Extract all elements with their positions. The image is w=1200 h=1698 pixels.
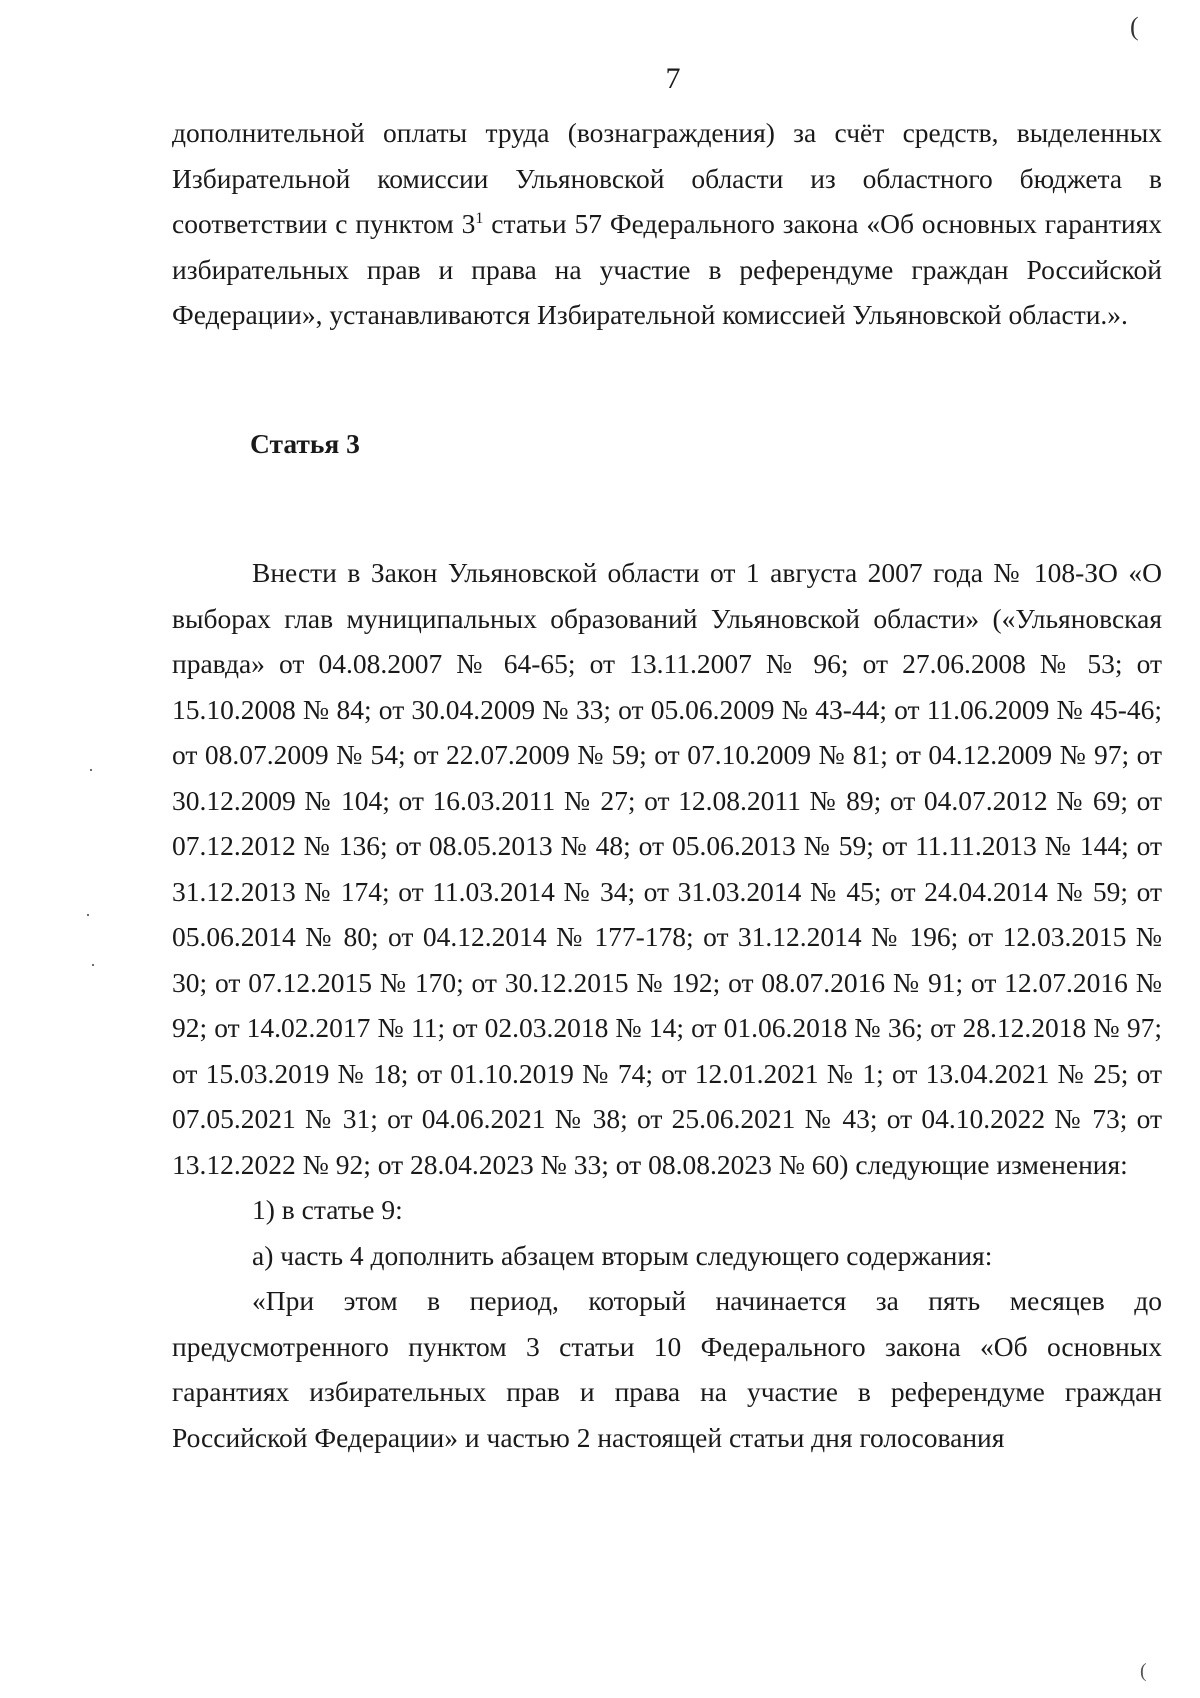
article-body: [172, 550, 1162, 1460]
quote-paragraph: «При этом в период, который начинается за пять месяцев до предусмотренного пунктом 3 статьи 10 Федерального закона «Об основных гарантиях избирательных прав и права на участие в референдуме граждан Российской Федерации» и частью 2 настоящей статьи дня голосования: [172, 1285, 1162, 1453]
list-item-1a: а) часть 4 дополнить абзацем вторым следующего содержания:: [252, 1239, 993, 1271]
scan-speck: ·: [85, 905, 91, 925]
scan-speck: ·: [90, 955, 96, 975]
continuation-paragraph: [172, 110, 1162, 338]
list-item-1: 1) в статье 9:: [252, 1194, 403, 1225]
continuation-text-start: дополнительной оплаты труда (вознаграждения) за счёт средств, выделенных Избирательной комиссии Ульяновской области из областного бюджета в соответствии с пунктом 3: [172, 117, 1162, 239]
corner-mark: (: [1130, 12, 1139, 41]
scan-speck: ·: [88, 760, 94, 780]
page-number: 7: [665, 62, 681, 95]
corner-mark-bottom: (: [1140, 1660, 1147, 1682]
continuation-text-end: статьи 57 Федерального закона «Об основных гарантиях избирательных прав и права на участие в референдуме граждан Российской Федерации», устанавливаются Избирательной комиссией Ульяновской области.».: [172, 208, 1162, 330]
amendment-paragraph: Внести в Закон Ульяновской области от 1 августа 2007 года № 108-ЗО «О выборах глав муниципальных образований Ульяновской области» («Ульяновская правда» от 04.08.2007 № 64-65; от 13.11.2007 № 96; от 27.06.2008 № 53; от 15.10.2008 № 84; от 30.04.2009 № 33; от 05.06.2009 № 43-44; от 11.06.2009 № 45-46; от 08.07.2009 № 54; от 22.07.2009 № 59; от 07.10.2009 № 81; от 04.12.2009 № 97; от 30.12.2009 № 104; от 16.03.2011 № 27; от 12.08.2011 № 89; от 04.07.2012 № 69; от 07.12.2012 № 136; от 08.05.2013 № 48; от 05.06.2013 № 59; от 11.11.2013 № 144; от 31.12.2013 № 174; от 11.03.2014 № 34; от 31.03.2014 № 45; от 24.04.2014 № 59; от 05.06.2014 № 80; от 04.12.2014 № 177-178; от 31.12.2014 № 196; от 12.03.2015 № 30; от 07.12.2015 № 170; от 30.12.2015 № 192; от 08.07.2016 № 91; от 12.07.2016 № 92; от 14.02.2017 № 11; от 02.03.2018 № 14; от 01.06.2018 № 36; от 28.12.2018 № 97; от 15.03.2019 № 18; от 01.10.2019 № 74; от 12.01.2021 № 1; от 13.04.2021 № 25; от 07.05.2021 № 31; от 04.06.2021 № 38; от 25.06.2021 № 43; от 04.10.2022 № 73; от 13.12.2022 № 92; от 28.04.2023 № 33; от 08.08.2023 № 60) следующие изменения:: [172, 557, 1162, 1180]
article-heading: Статья 3: [250, 428, 360, 459]
superscript-marker: 1: [475, 209, 484, 227]
